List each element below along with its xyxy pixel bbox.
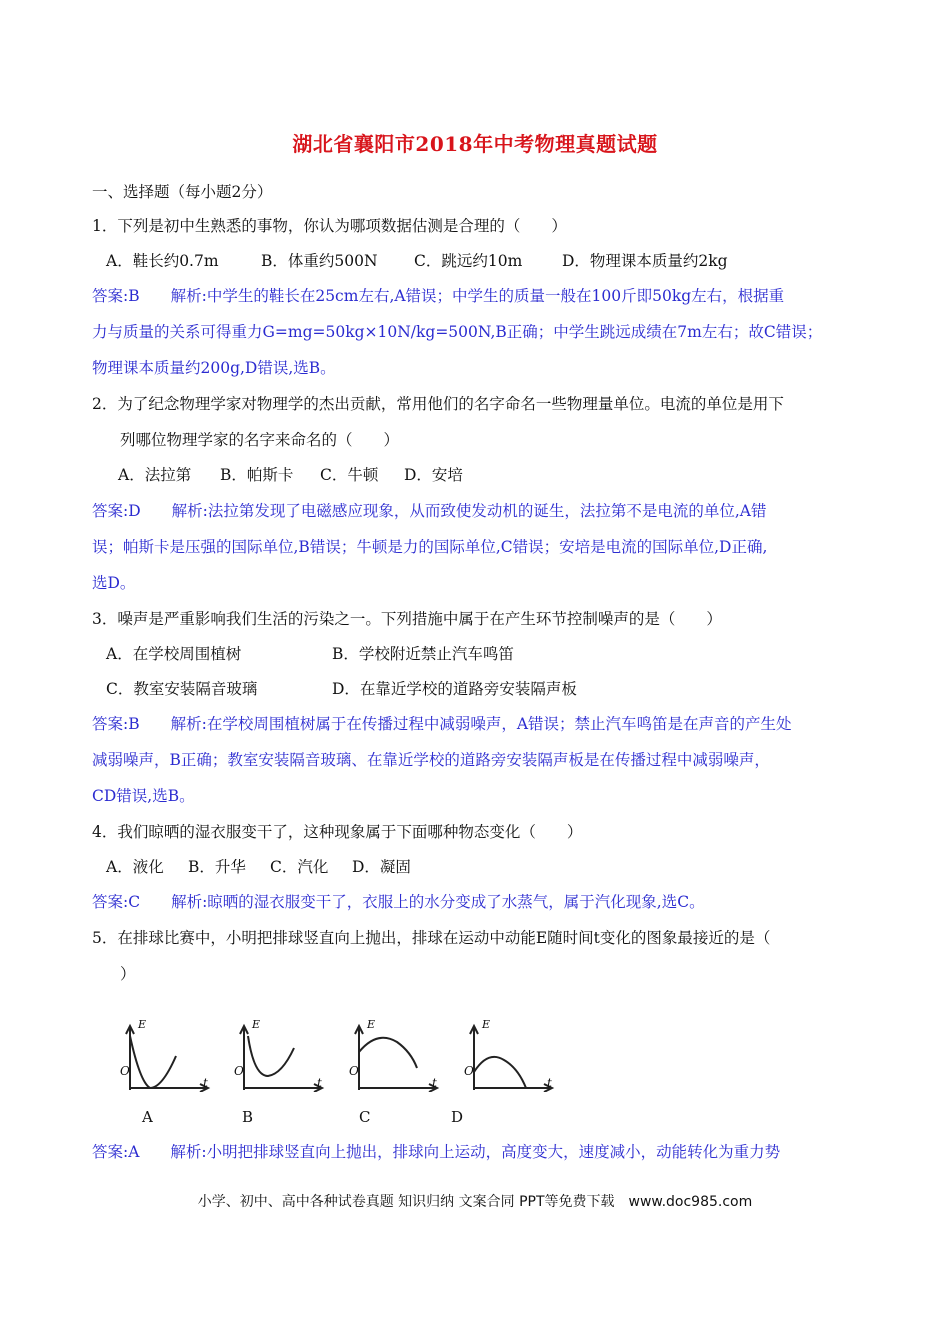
answer-1-line-1: 答案:B 解析:中学生的鞋长在25cm左右,A错误；中学生的质量一般在100斤即50kg左右，根据重 [92,287,785,305]
option-c: C．跳远约10m [414,252,523,270]
question-3-stem: 3．噪声是严重影响我们生活的污染之一。下列措施中属于在产生环节控制噪声的是（ ） [92,610,722,628]
graph-d-axis-x: t [547,1076,552,1090]
question-3-options-row-2 [106,679,866,699]
option-a: A．法拉第 [118,466,192,484]
page-title: 湖北省襄阳市2018年中考物理真题试题 [292,132,658,156]
question-5-stem-line-2: ） [120,965,136,983]
graph-a-origin: O [120,1064,130,1078]
question-1-options [106,251,866,271]
graph-c-axis-y: E [367,1018,376,1031]
graph-label-d: D [451,1108,464,1126]
option-a: A．在学校周围植树 [106,645,242,663]
option-a: A．鞋长约0.7m [106,252,219,270]
graph-c [345,1022,440,1092]
question-2-options [118,465,878,485]
question-4-stem: 4．我们晾晒的湿衣服变干了，这种现象属于下面哪种物态变化（ ） [92,823,583,841]
graph-a [116,1022,211,1092]
option-b: B．体重约500N [261,252,378,270]
option-d: D．安培 [404,466,463,484]
option-d: D．物理课本质量约2kg [562,252,728,270]
graph-b-axis-x: t [317,1076,322,1090]
question-4-options [106,857,866,877]
answer-4: 答案:C 解析:晾晒的湿衣服变干了，衣服上的水分变成了水蒸气，属于汽化现象,选C。 [92,893,705,911]
option-c: C．牛顿 [320,466,379,484]
option-c: C．教室安装隔音玻璃 [106,680,258,698]
option-b: B．学校附近禁止汽车鸣笛 [332,645,514,663]
answer-1-line-2: 力与质量的关系可得重力G=mg=50kg×10N/kg=500N,B正确；中学生跳远成绩在7m左右；故C错误； [92,323,823,341]
answer-2-line-1: 答案:D 解析:法拉第发现了电磁感应现象，从而致使发动机的诞生，法拉第不是电流的单位,A错 [92,502,767,520]
graph-a-axis-x: t [203,1076,208,1090]
page-footer: 小学、初中、高中各种试卷真题 知识归纳 文案合同 PPT等免费下载 www.doc985.com [197,1194,753,1210]
option-b: B．升华 [188,858,246,876]
option-c: C．汽化 [270,858,329,876]
graph-label-a: A [142,1108,153,1126]
answer-2-line-3: 选D。 [92,574,136,592]
graph-d-origin: O [464,1064,474,1078]
question-3-options-row-1 [106,644,866,664]
question-2-stem-line-1: 2．为了纪念物理学家对物理学的杰出贡献，常用他们的名字命名一些物理量单位。电流的单位是用下 [92,395,784,413]
graph-label-c: C [359,1108,371,1126]
answer-5-line-1: 答案:A 解析:小明把排球竖直向上抛出，排球向上运动，高度变大，速度减小，动能转化为重力势 [92,1143,781,1161]
question-1-stem: 1．下列是初中生熟悉的事物，你认为哪项数据估测是合理的（ ） [92,217,567,235]
answer-3-line-2: 减弱噪声，B正确；教室安装隔音玻璃、在靠近学校的道路旁安装隔声板是在传播过程中减弱噪声， [92,751,770,769]
graph-b [230,1022,325,1092]
answer-3-line-1: 答案:B 解析:在学校周围植树属于在传播过程中减弱噪声，A错误；禁止汽车鸣笛是在声音的产生处 [92,715,792,733]
option-b: B．帕斯卡 [220,466,294,484]
question-2-stem-line-2: 列哪位物理学家的名字来命名的（ ） [120,431,400,449]
graph-a-axis-y: E [138,1018,147,1031]
option-d: D．在靠近学校的道路旁安装隔声板 [332,680,577,698]
answer-2-line-2: 误；帕斯卡是压强的国际单位,B错误；牛顿是力的国际单位,C错误；安培是电流的国际单位,D正确, [92,538,768,556]
graph-c-axis-x: t [432,1076,437,1090]
graph-b-origin: O [234,1064,244,1078]
graph-label-b: B [242,1108,254,1126]
graph-d [460,1022,555,1092]
option-d: D．凝固 [352,858,411,876]
section-heading: 一、选择题（每小题2分） [92,183,273,201]
option-a: A．液化 [106,858,164,876]
answer-3-line-3: CD错误,选B。 [92,787,195,805]
answer-1-line-3: 物理课本质量约200g,D错误,选B。 [92,359,336,377]
graph-d-axis-y: E [482,1018,491,1031]
graph-c-origin: O [349,1064,359,1078]
question-5-stem-line-1: 5．在排球比赛中，小明把排球竖直向上抛出，排球在运动中动能E随时间t变化的图象最接近的是（ [92,929,771,947]
graph-b-axis-y: E [252,1018,261,1031]
